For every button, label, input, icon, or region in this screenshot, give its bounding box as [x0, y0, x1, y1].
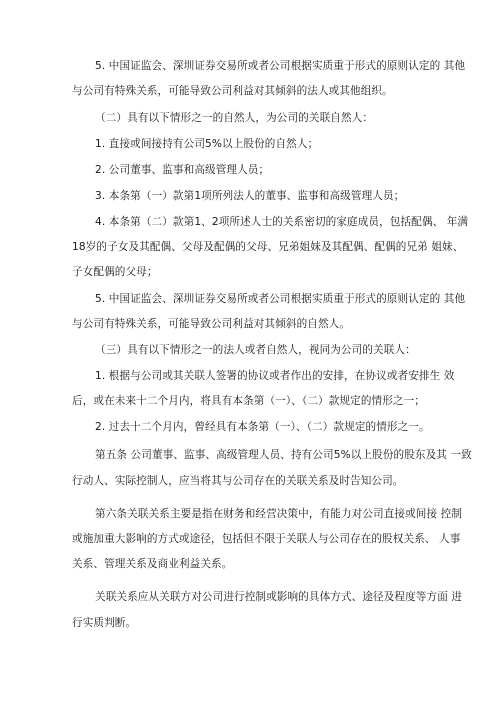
text-line: 后，或在未来十二个月内，将具有本条第（一）、（二）款规定的情形之一；: [72, 395, 425, 407]
text-line: 2. 公司董事、监事和高级管理人员；: [95, 164, 270, 176]
text-line: 关系、管理关系及商业利益关系。: [72, 558, 233, 570]
text-line: 子女配偶的父母；: [72, 266, 158, 278]
text-line: 行实质判断。: [72, 617, 137, 629]
text-line: 关联关系应从关联方对公司进行控制或影响的具体方式、途径及程度等方面 进: [95, 591, 463, 603]
text-line: 5. 中国证监会、深圳证券交易所或者公司根据实质重于形式的原则认定的 其他: [95, 293, 466, 305]
text-line: （三）具有以下情形之一的法人或者自然人，视同为公司的关联人：: [95, 344, 416, 356]
text-line: 与公司有特殊关系，可能导致公司利益对其倾斜的法人或其他组织。: [72, 85, 393, 97]
text-line: 或施加重大影响的方式或途径，包括但不限于关联人与公司存在的股权关系、 人事: [72, 533, 461, 545]
text-line: 5. 中国证监会、深圳证券交易所或者公司根据实质重于形式的原则认定的 其他: [95, 60, 466, 72]
text-line: 与公司有特殊关系，可能导致公司利益对其倾斜的自然人。: [72, 318, 351, 330]
text-line: 4. 本条第（二）款第1、2项所述人士的关系密切的家庭成员，包括配偶、 年满: [95, 216, 469, 228]
text-line: 2. 过去十二个月内，曾经具有本条第（一）、（二）款规定的情形之一。: [95, 421, 430, 433]
text-line: 行动人、实际控制人，应当将其与公司存在的关联关系及时告知公司。: [72, 475, 404, 487]
text-line: 3. 本条第（一）款第1项所列法人的董事、监事和高级管理人员；: [95, 190, 405, 202]
text-line: 第六条关联关系主要是指在财务和经营决策中，有能力对公司直接或间接 控制: [95, 508, 463, 520]
text-line: 第五条 公司董事、监事、高级管理人员、持有公司5%以上股份的股东及其 一致: [95, 449, 472, 461]
text-line: 1. 根据与公司或其关联人签署的协议或者作出的安排，在协议或者安排生 效: [95, 370, 455, 382]
text-line: 18岁的子女及其配偶、父母及配偶的父母、兄弟姐妹及其配偶、配偶的兄弟 姐妹、: [72, 241, 464, 253]
text-line: 1. 直接或间接持有公司5%以上股份的自然人；: [95, 138, 319, 150]
text-line: （二）具有以下情形之一的自然人，为公司的关联自然人：: [95, 112, 374, 124]
